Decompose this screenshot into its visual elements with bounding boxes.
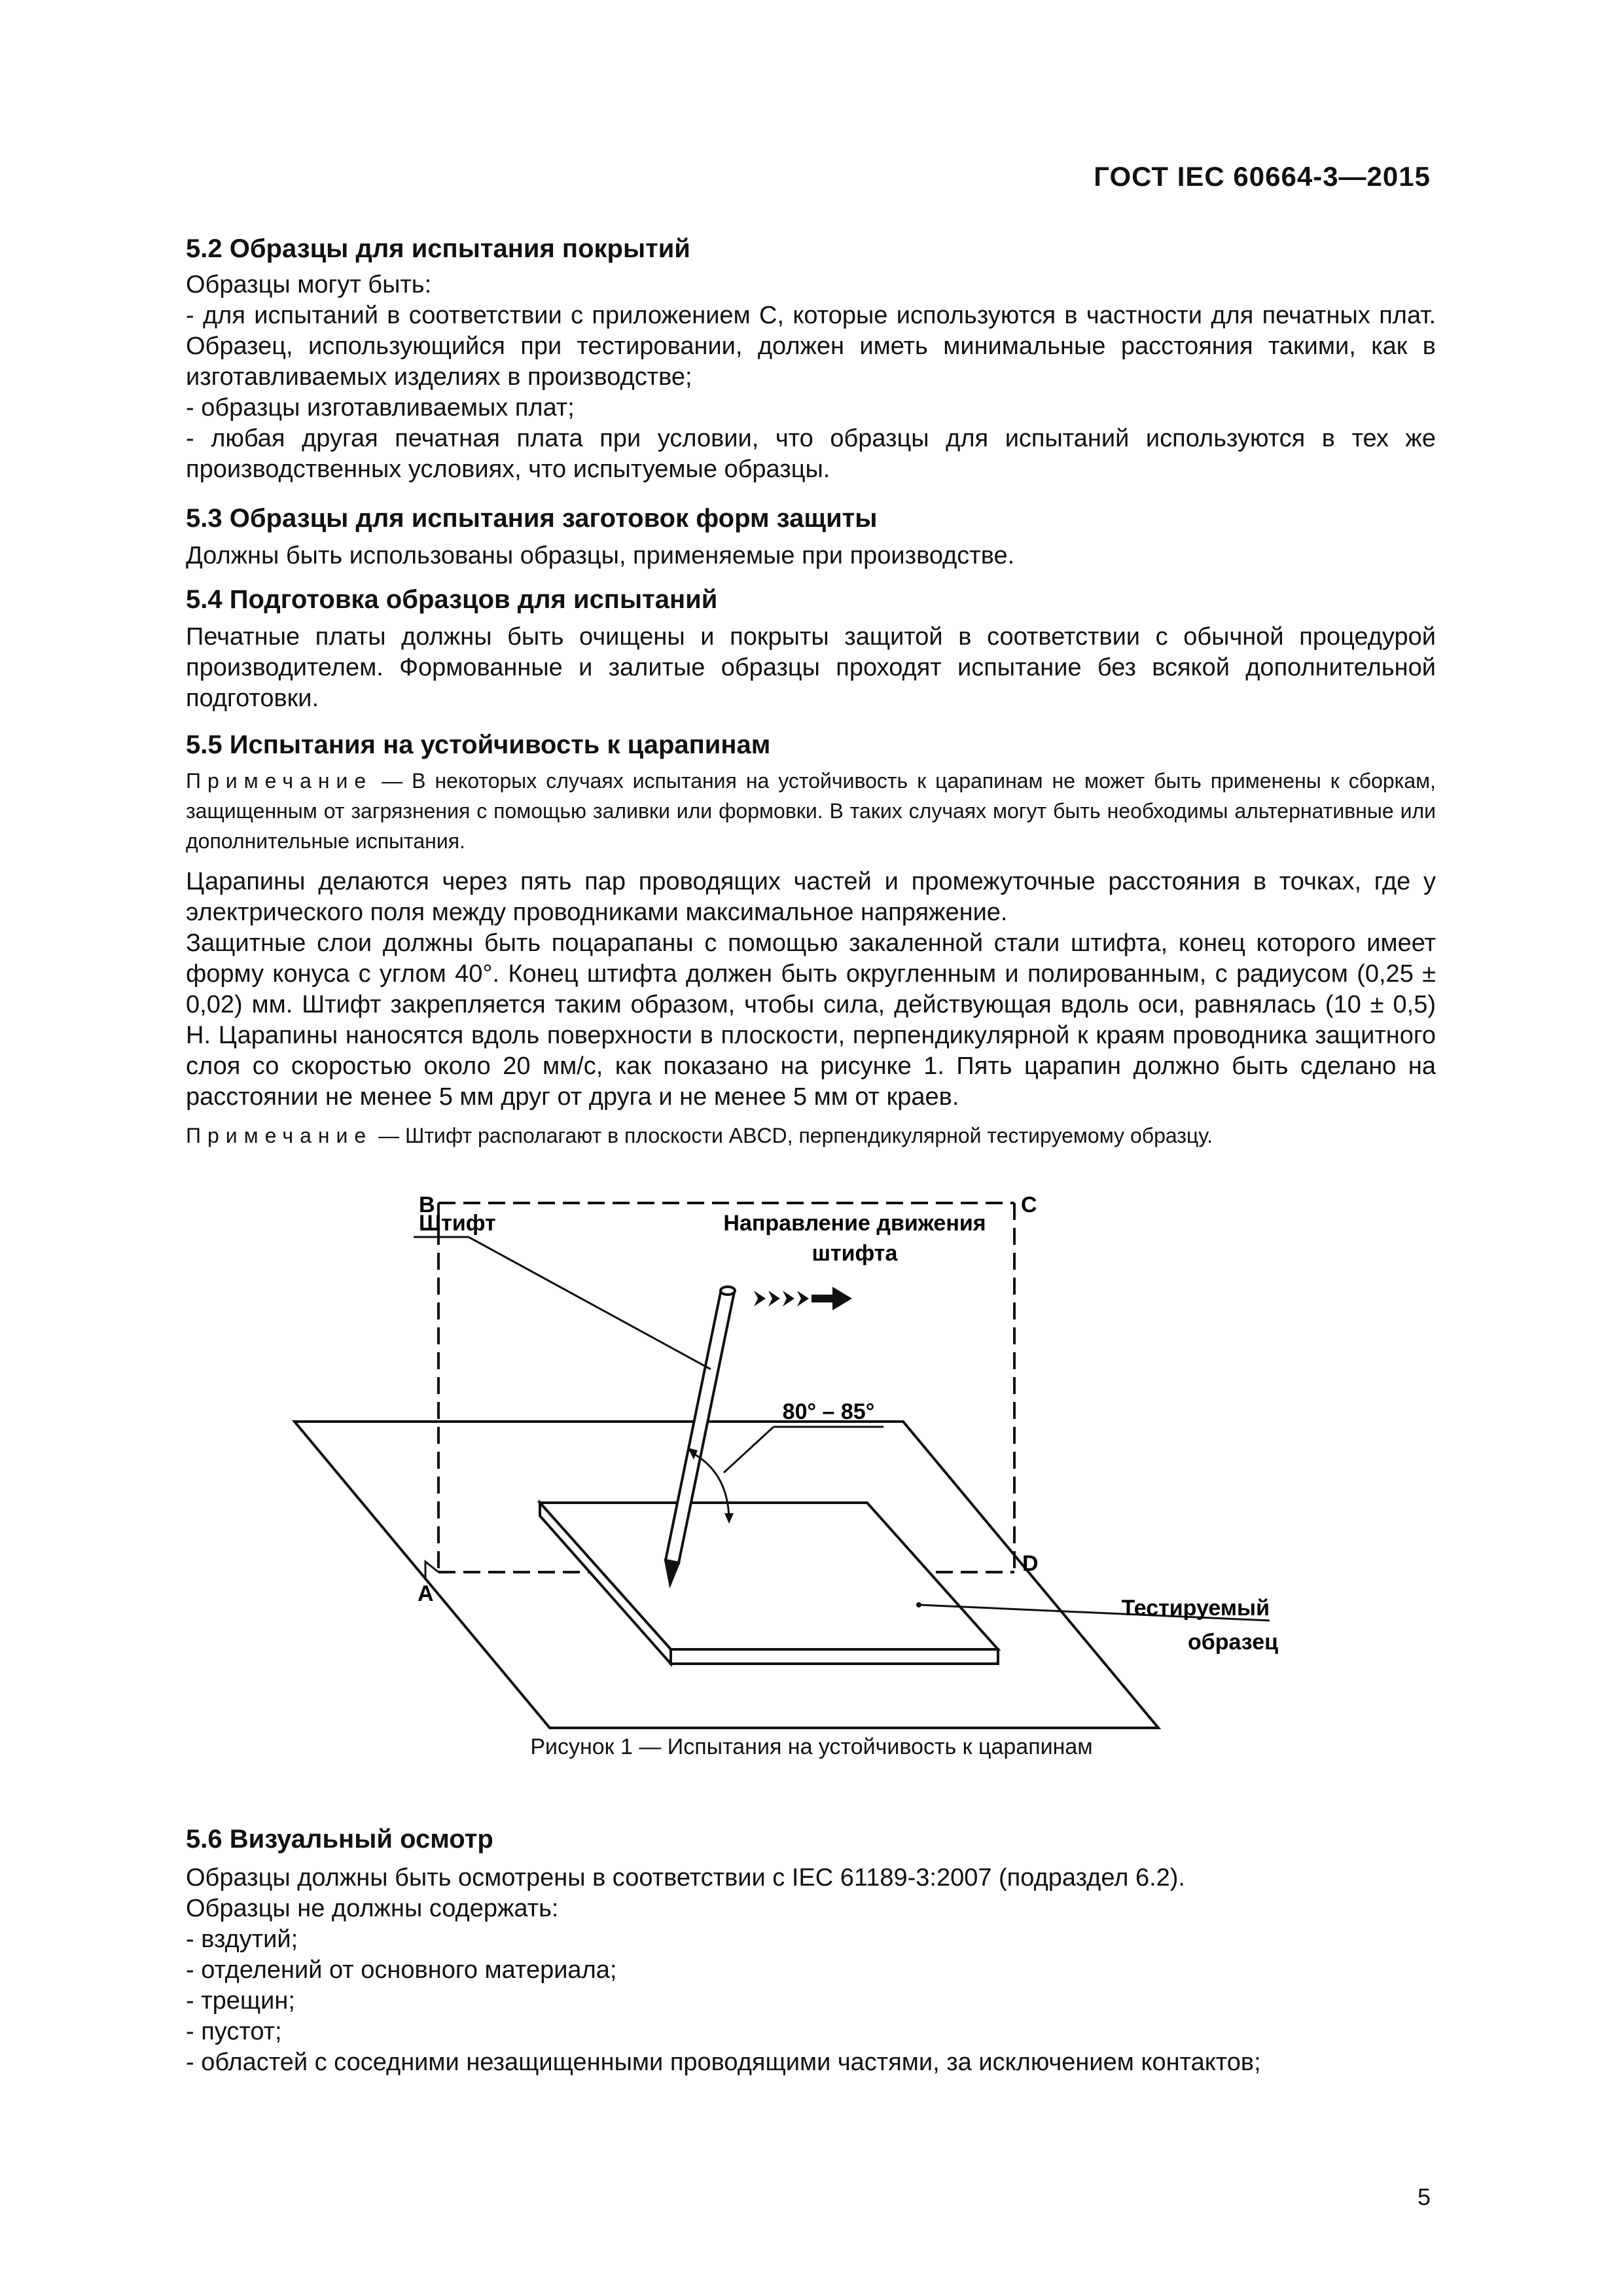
pin-end	[721, 1287, 735, 1295]
note-text: — Штифт располагают в плоскости ABCD, перпендикулярной тестируемому образцу.	[372, 1124, 1213, 1147]
list-item: - отделений от основного материала;	[186, 1956, 617, 1984]
right-angle-marker	[425, 1562, 438, 1579]
list-item: - трещин;	[186, 1987, 295, 2015]
sample-label-line1: Тестируемый	[1121, 1596, 1270, 1621]
pin-label: Штифт	[419, 1211, 496, 1236]
list-item: - вздутий;	[186, 1926, 298, 1953]
list-item: - областей с соседними незащищенными проводящими частями, за исключением контактов;	[186, 2049, 1261, 2076]
angle-leader-line	[724, 1427, 774, 1473]
test-sample	[540, 1503, 998, 1664]
section-5-2-body	[186, 270, 1436, 485]
note	[186, 1121, 1436, 1151]
list-item: - образцы изготавливаемых плат;	[186, 394, 575, 422]
note-label: Примечание	[186, 1124, 373, 1147]
corner-b-label: B	[419, 1193, 435, 1217]
paragraph: Царапины делаются через пять пар проводящих частей и промежуточные расстояния в точках, где у электрического поля между проводниками максимальное напряжение.	[186, 868, 1436, 926]
angle-label: 80° – 85°	[782, 1399, 875, 1424]
list-item: - пустот;	[186, 2018, 282, 2045]
direction-label-line2: штифта	[812, 1241, 898, 1266]
section-heading: 5.6 Визуальный осмотр	[186, 1825, 493, 1854]
corner-c-label: C	[1021, 1193, 1037, 1217]
section-heading: 5.2 Образцы для испытания покрытий	[186, 234, 690, 263]
page-number: 5	[1417, 2183, 1431, 2210]
paragraph: Печатные платы должны быть очищены и покрыты защитой в соответствии с обычной процедурой производителем. Формованные и залитые образцы проходят испытание без всякой дополнительной подготовки.	[186, 623, 1436, 712]
section-heading: 5.5 Испытания на устойчивость к царапинам	[186, 730, 771, 759]
sample-label-line2: образец	[1187, 1630, 1279, 1655]
pin-leader-line	[469, 1237, 711, 1369]
scratch-test-figure	[262, 1165, 1335, 1741]
note	[186, 766, 1436, 856]
list-item: - для испытаний в соответствии с приложением С, которые используются в частности для печатных плат. Образец, использующийся при тестировании, должен иметь минимальные расстояния такими, как в изготавливаемых изделиях в производстве;	[186, 302, 1436, 391]
section-5-4	[186, 581, 1436, 714]
section-heading: 5.3 Образцы для испытания заготовок форм защиты	[186, 504, 878, 533]
paragraph: Образцы должны быть осмотрены в соответствии с IEC 61189-3:2007 (подраздел 6.2).	[186, 1864, 1185, 1892]
note-label: Примечание	[186, 769, 373, 793]
list-item: - любая другая печатная плата при условии, что образцы для испытаний используются в тех же производственных условиях, что испытуемые образцы.	[186, 425, 1436, 483]
direction-label-line1: Направление движения	[723, 1211, 986, 1236]
paragraph: Защитные слои должны быть поцарапаны с помощью закаленной стали штифта, конец которого имеет форму конуса с углом 40°. Конец штифта должен быть округленным и полированным, с радиусом (0,25 ± 0,02) мм. Штифт закрепляется таким образом, чтобы сила, действующая вдоль оси, равнялась (10 ± 0,5) Н. Царапины наносятся вдоль поверхности в плоскости, перпендикулярной к краям проводника защитного слоя со скоростью около 20 мм/с, как показано на рисунке 1. Пять царапин должно быть сделано на расстоянии не менее 5 мм друг от друга и не менее 5 мм от краев.	[186, 929, 1436, 1111]
section-heading: 5.4 Подготовка образцов для испытаний	[186, 585, 718, 614]
sample-top-face	[540, 1503, 998, 1649]
paragraph: Должны быть использованы образцы, применяемые при производстве.	[186, 542, 1015, 569]
corner-a-label: A	[418, 1581, 434, 1606]
paragraph: Образцы не должны содержать:	[186, 1895, 559, 1922]
direction-arrow-icon	[754, 1287, 852, 1310]
document-header: ГОСТ IEC 60664-3—2015	[1094, 161, 1431, 192]
figure-caption: Рисунок 1 — Испытания на устойчивость к царапинам	[530, 1734, 1093, 1759]
sample-front-face	[671, 1649, 998, 1664]
note-text: — В некоторых случаях испытания на устойчивость к царапинам не может быть применены к сборкам, защищенным от загрязнения с помощью заливки или формовки. В таких случаях могут быть необходимы альтернативные или дополнительные испытания.	[186, 769, 1436, 853]
paragraph: Образцы могут быть:	[186, 271, 432, 298]
section-5-5	[186, 726, 1436, 1151]
section-5-2	[186, 230, 1436, 267]
corner-d-label: D	[1022, 1551, 1039, 1576]
section-5-3	[186, 500, 1436, 571]
section-5-6	[186, 1821, 1436, 2078]
